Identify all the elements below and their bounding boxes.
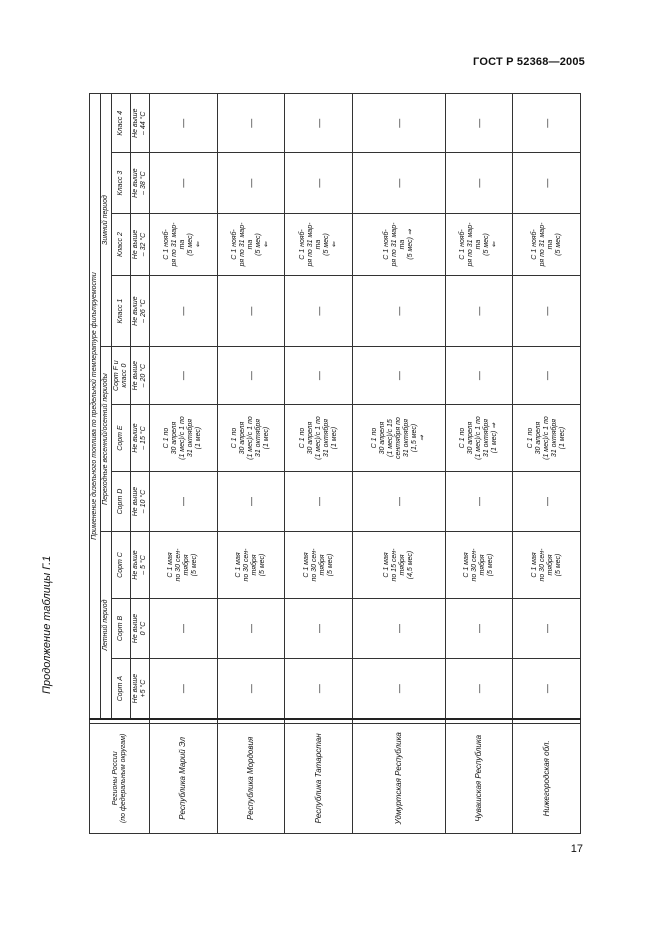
region-name: Нижегородская обл.	[513, 723, 581, 833]
transition-period-header: Переходные весенний/осенний периоды	[101, 346, 112, 531]
column-name: Сорт Е	[112, 405, 131, 472]
table-body	[150, 94, 581, 834]
table-cell: —	[217, 346, 285, 404]
table-cell: —	[285, 598, 353, 658]
table-caption-text: Продолжение таблицы Г.1	[41, 555, 53, 694]
table-cell: —	[513, 94, 581, 153]
column-name: Класс 1	[112, 276, 131, 347]
table-cell: —	[150, 153, 218, 213]
table-cell: —	[445, 153, 513, 213]
table-cell: С 1 мая по 30 сен- тября (5 мес)	[513, 532, 581, 599]
column-limit: Не выше 0 °С	[131, 598, 150, 658]
table-cell: —	[217, 153, 285, 213]
column-limit: Не выше – 15 °С	[131, 405, 150, 472]
column-name: Сорт F и класс 0	[112, 346, 131, 404]
divider-cell	[217, 719, 285, 723]
table-cell: —	[513, 153, 581, 213]
table-row	[150, 94, 218, 834]
region-name: Чувашская Республика	[445, 723, 513, 833]
table-cell: —	[352, 153, 445, 213]
column-limit: Не выше +5 °С	[131, 659, 150, 719]
table-cell: С 1 нояб- ря по 31 мар- та (5 мес) ⇐	[445, 213, 513, 275]
column-name: Сорт D	[112, 471, 131, 531]
table-cell: —	[445, 659, 513, 719]
table-cell: С 1 нояб- ря по 31 мар- та (5 мес)	[513, 213, 581, 275]
column-name: Сорт В	[112, 598, 131, 658]
column-limit: Не выше – 5 °С	[131, 532, 150, 599]
table-cell: С 1 мая по 30 сен- тября (5 мес)	[285, 532, 353, 599]
table-cell: —	[352, 659, 445, 719]
table-cell: С 1 по 30 апреля (1 мес)/с 1 по 31 октября (1 мес) ⇒	[445, 405, 513, 472]
table-cell: —	[285, 276, 353, 347]
table-cell: —	[150, 598, 218, 658]
column-name: Класс 2	[112, 213, 131, 275]
table-cell: —	[285, 346, 353, 404]
column-limit: Не выше – 38 °С	[131, 153, 150, 213]
table-cell: С 1 по 30 апреля (1 мес)/с 1 по 31 октября (1 мес)	[150, 405, 218, 472]
table-cell: С 1 мая по 30 сен- тября (5 мес)	[217, 532, 285, 599]
table-cell: —	[150, 94, 218, 153]
divider-cell	[90, 719, 150, 723]
divider-cell	[445, 719, 513, 723]
rotated-table-container	[89, 93, 581, 834]
fuel-table	[89, 93, 581, 834]
table-row	[445, 94, 513, 834]
table-cell: —	[513, 659, 581, 719]
standard-header: ГОСТ Р 52368—2005	[473, 56, 585, 68]
column-limit: Не выше – 10 °С	[131, 471, 150, 531]
table-cell: —	[285, 153, 353, 213]
table-cell: —	[445, 276, 513, 347]
table-row	[285, 94, 353, 834]
table-cell: С 1 мая по 30 сен- тября (5 мес)	[150, 532, 218, 599]
main-header: Применение дизельного топлива по предельной температуре фильтруемости	[90, 94, 101, 720]
table-cell: —	[352, 94, 445, 153]
divider-cell	[513, 719, 581, 723]
column-limit: Не выше – 32 °С	[131, 213, 150, 275]
table-row	[513, 94, 581, 834]
region-name: Республика Марий Эл	[150, 723, 218, 833]
table-cell: —	[285, 94, 353, 153]
column-limit: Не выше – 26 °С	[131, 276, 150, 347]
table-cell: —	[285, 471, 353, 531]
summer-period-header: Летний период	[101, 532, 112, 719]
divider-cell	[285, 719, 353, 723]
table-cell: —	[150, 346, 218, 404]
column-limit: Не выше – 44 °С	[131, 94, 150, 153]
divider-cell	[150, 719, 218, 723]
table-cell: —	[150, 471, 218, 531]
table-cell: —	[217, 598, 285, 658]
winter-period-header: Зимний период	[101, 94, 112, 347]
table-cell: С 1 нояб- ря по 31 мар- та (5 мес) ⇐	[150, 213, 218, 275]
table-cell: —	[445, 94, 513, 153]
column-name: Сорт С	[112, 532, 131, 599]
table-cell: С 1 по 30 апреля (1 мес)/с 1 по 31 октября (1 мес)	[217, 405, 285, 472]
region-header: Регионы России (по федеральным округам)	[90, 723, 150, 833]
table-cell: С 1 нояб- ря по 31 мар- та (5 мес) ⇐	[285, 213, 353, 275]
table-cell: —	[352, 276, 445, 347]
table-cell: С 1 нояб- ря по 31 мар- та (5 мес) ⇐	[217, 213, 285, 275]
table-cell: —	[513, 471, 581, 531]
table-cell: С 1 мая по 30 сен- тября (5 мес)	[445, 532, 513, 599]
table-cell: С 1 по 30 апреля (1 мес)/с 1 по 31 октября (1 мес)	[285, 405, 353, 472]
table-cell: —	[285, 659, 353, 719]
table-cell: —	[352, 598, 445, 658]
column-name: Сорт А	[112, 659, 131, 719]
table-cell: —	[445, 471, 513, 531]
table-row	[217, 94, 285, 834]
table-cell: С 1 по 30 апреля (1 мес)/с 1 по 31 октября (1 мес)	[513, 405, 581, 472]
table-cell: —	[217, 94, 285, 153]
column-limit: Не выше – 20 °С	[131, 346, 150, 404]
table-cell: —	[445, 598, 513, 658]
table-cell: —	[150, 276, 218, 347]
table-cell: —	[217, 659, 285, 719]
table-cell: —	[513, 276, 581, 347]
table-cell: —	[352, 346, 445, 404]
table-row	[352, 94, 445, 834]
table-cell: —	[217, 471, 285, 531]
table-cell: —	[513, 598, 581, 658]
region-name: Республика Мордовия	[217, 723, 285, 833]
table-cell: —	[150, 659, 218, 719]
column-name: Класс 3	[112, 153, 131, 213]
table-cell: С 1 по 30 апреля (1 мес)/с 15 сентября по 31 октября (1,5 мес) ⇒	[352, 405, 445, 472]
table-cell: С 1 мая по 15 сен- тября (4,5 мес)	[352, 532, 445, 599]
table-cell: —	[352, 471, 445, 531]
divider-cell	[352, 719, 445, 723]
column-name: Класс 4	[112, 94, 131, 153]
table-cell: —	[513, 346, 581, 404]
table-cell: —	[445, 346, 513, 404]
table-cell: —	[217, 276, 285, 347]
page-number: 17	[570, 843, 583, 855]
region-name: Республика Татарстан	[285, 723, 353, 833]
table-cell: С 1 нояб- ря по 31 мар- та (5 мес) ⇒	[352, 213, 445, 275]
region-name: Удмуртская Республика	[352, 723, 445, 833]
